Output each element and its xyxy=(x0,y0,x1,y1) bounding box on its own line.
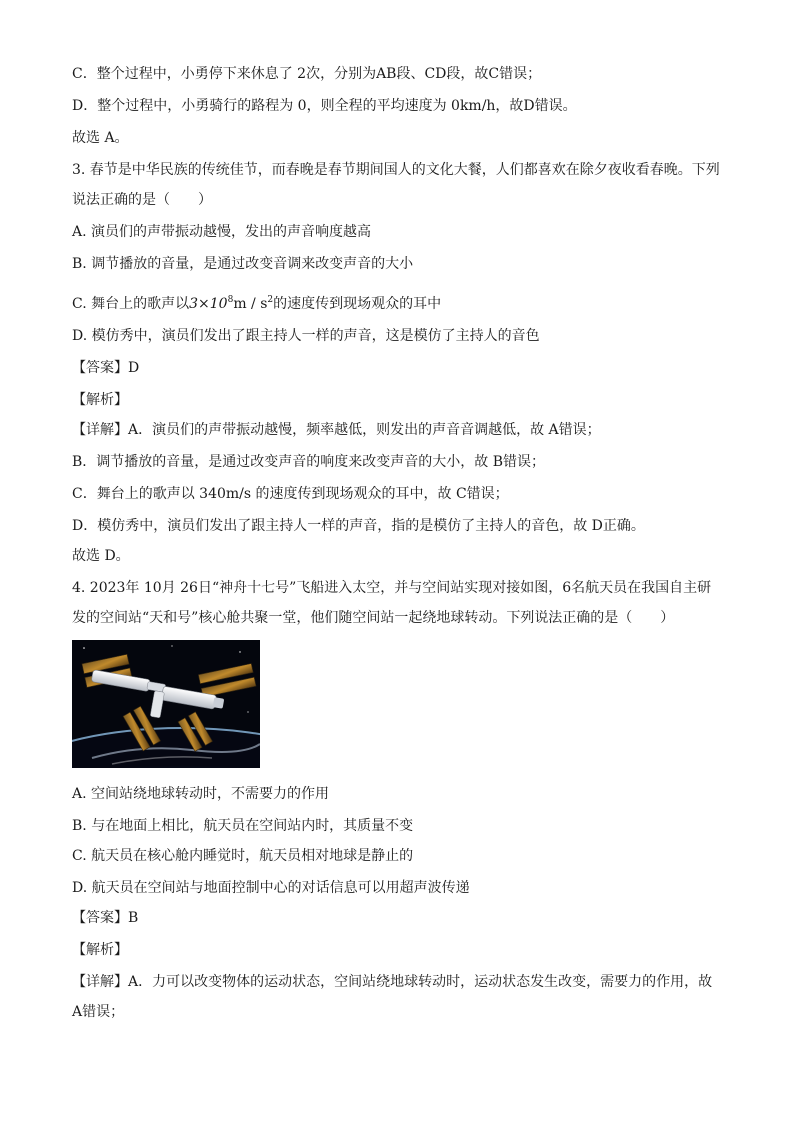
question-3-analysis-heading: 【解析】 xyxy=(72,392,128,408)
question-3-choose: 故选 D。 xyxy=(72,548,130,564)
question-3-option-c xyxy=(72,290,732,314)
option-c-suffix: 的速度传到现场观众的耳中 xyxy=(273,296,442,312)
question-3-detail-c: C．舞台上的歌声以 340m/s 的速度传到现场观众的耳中，故 C错误； xyxy=(72,486,509,502)
solution-line-d: D．整个过程中，小勇骑行的路程为 0，则全程的平均速度为 0km/h，故D错误。 xyxy=(72,98,577,114)
solution-line-c: C．整个过程中，小勇停下来休息了 2次，分别为AB段、CD段，故C错误； xyxy=(72,66,542,82)
speed-number: 3×10 xyxy=(189,296,228,312)
question-3-stem-cont: 说法正确的是（ ） xyxy=(72,192,212,208)
question-4-detail-line-2: A错误； xyxy=(72,1004,125,1020)
question-3-option-b: B. 调节播放的音量，是通过改变音调来改变声音的大小 xyxy=(72,256,414,272)
question-3-stem: 3. 春节是中华民族的传统佳节，而春晚是春节期间国人的文化大餐，人们都喜欢在除夕夜收看春晚。下列 xyxy=(72,162,720,178)
speed-unit-exponent: 2 xyxy=(267,295,274,305)
question-3-answer: 【答案】D xyxy=(72,360,140,376)
question-4-stem-cont: 发的空间站“天和号”核心舱共聚一堂，他们随空间站一起绕地球转动。下列说法正确的是（ ） xyxy=(72,610,675,626)
question-4-option-d: D. 航天员在空间站与地面控制中心的对话信息可以用超声波传递 xyxy=(72,880,470,896)
question-3-detail-b: B．调节播放的音量，是通过改变声音的响度来改变声音的大小，故 B错误； xyxy=(72,454,546,470)
question-4-answer: 【答案】B xyxy=(72,910,139,926)
question-4-analysis-heading: 【解析】 xyxy=(72,942,128,958)
question-3-option-d: D. 模仿秀中，演员们发出了跟主持人一样的声音，这是模仿了主持人的音色 xyxy=(72,328,540,344)
option-c-prefix: C. 舞台上的歌声以 xyxy=(72,296,190,312)
question-4-detail-line-1: 【详解】A．力可以改变物体的运动状态，空间站绕地球转动时，运动状态发生改变，需要力的作用，故 xyxy=(72,974,713,990)
speed-exponent: 8 xyxy=(227,295,234,305)
choose-a-line: 故选 A。 xyxy=(72,130,129,146)
speed-unit: m / s xyxy=(233,296,268,312)
question-3-option-a: A. 演员们的声带振动越慢，发出的声音响度越高 xyxy=(72,224,372,240)
question-3-detail-a: 【详解】A．演员们的声带振动越慢，频率越低，则发出的声音音调越低，故 A错误； xyxy=(72,422,601,438)
question-4-option-b: B. 与在地面上相比，航天员在空间站内时，其质量不变 xyxy=(72,818,414,834)
question-3-detail-d: D．模仿秀中，演员们发出了跟主持人一样的声音，指的是模仿了主持人的音色，故 D正确。 xyxy=(72,518,645,534)
question-4-stem: 4. 2023年 10月 26日“神舟十七号”飞船进入太空，并与空间站实现对接如图，6名航天员在我国自主研 xyxy=(72,580,712,596)
space-station-image xyxy=(72,640,260,768)
question-4-option-a: A. 空间站绕地球转动时，不需要力的作用 xyxy=(72,786,330,802)
question-4-option-c: C. 航天员在核心舱内睡觉时，航天员相对地球是静止的 xyxy=(72,848,414,864)
